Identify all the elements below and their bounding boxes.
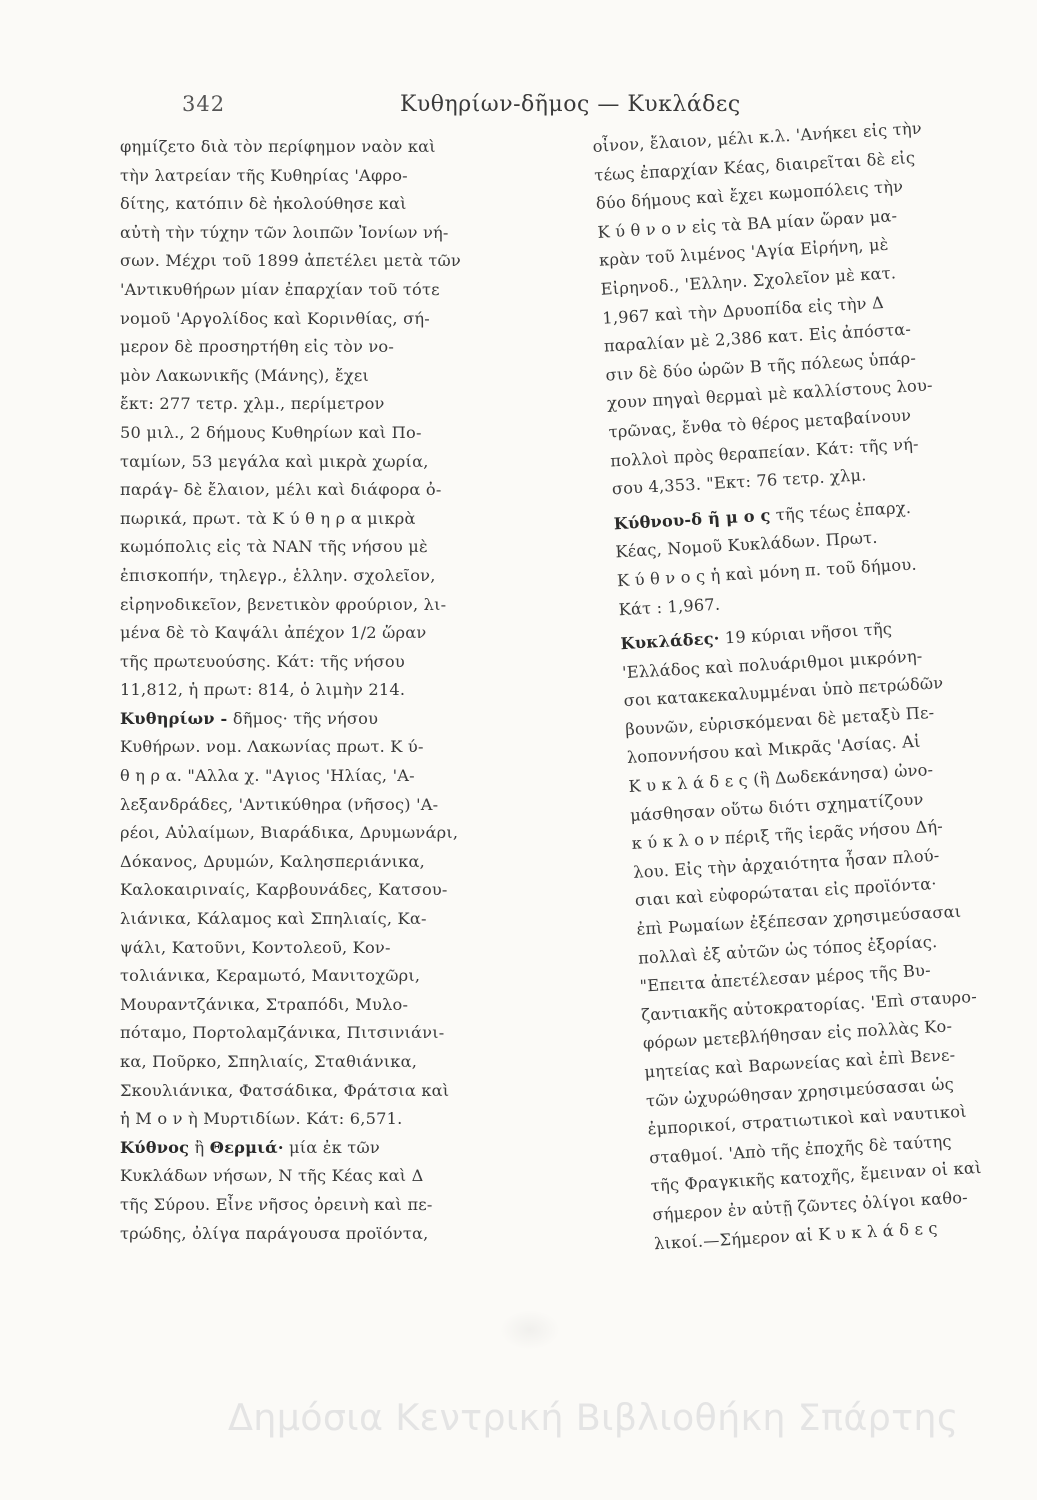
line-text: ταμίων, 53 μεγάλα καὶ μικρὰ χωρία, <box>120 451 429 471</box>
line-text: τὴν λατρείαν τῆς Κυθηρίας 'Αφρο- <box>120 165 408 185</box>
line-text: ζαντιακῆς αὐτοκρατορίας. 'Επὶ σταυρο- <box>640 986 978 1025</box>
line-text: τολιάνικα, Κεραμωτό, Μανιτοχῶρι, <box>120 966 421 986</box>
line-text: Κάτ : 1,967. <box>618 594 721 619</box>
line-text: ἐπὶ Ρωμαίων ἐξέπεσαν χρησιμεύσασαι <box>635 901 962 939</box>
text-line <box>120 305 590 334</box>
running-title: Κυθηρίων-δῆμος — Κυκλάδες <box>400 92 741 117</box>
line-text: 1,967 καὶ τὴν Δρυοπίδα εἰς τὴν Δ <box>601 292 885 328</box>
right-text-column <box>592 111 1037 1259</box>
text-line <box>120 619 590 648</box>
line-text: 11,812, ἡ πρωτ: 814, ὁ λιμὴν 214. <box>120 680 406 700</box>
line-text: τῶν ὠχυρώθησαν χρησιμεύσασαι ὡς <box>645 1073 955 1111</box>
line-text: ἔκτ: 277 τετρ. χλμ., περίμετρον <box>120 394 385 414</box>
line-text: ἐμπορικοί, στρατιωτικοὶ καὶ ναυτικοὶ <box>647 1101 968 1139</box>
line-text: Κυθήρων. νομ. Λακωνίας πρωτ. Κ ύ- <box>120 737 424 757</box>
line-text: δύο δήμους καὶ ἔχει κωμοπόλεις τὴν <box>595 176 904 214</box>
line-text: εἰρηνοδικεῖον, βενετικὸν φρούριον, λι- <box>120 594 447 614</box>
entry-heading: Κυκλάδες· <box>620 628 721 654</box>
line-text: κα, Ποῦρκο, Σπηλιαίς, Σταθιάνικα, <box>120 1052 418 1071</box>
line-text: τῆς Φραγκικῆς κατοχῆς, ἔμειναν οἱ καὶ <box>650 1158 983 1196</box>
line-text: ρέοι, Αὐλαίμων, Βιαράδικα, Δρυμωνάρι, <box>120 823 459 843</box>
text-line <box>120 1191 590 1220</box>
entry-heading: Θερμιά· <box>209 1137 284 1157</box>
text-line <box>120 247 590 276</box>
line-text: πολλοὶ πρὸς θεραπείαν. Κάτ: τῆς νή- <box>609 433 920 471</box>
text-line <box>120 934 590 963</box>
text-line <box>120 362 590 391</box>
text-line <box>120 1105 590 1134</box>
line-text: Κ ύ θ ν ο ν εἰς τὰ ΒΑ μίαν ὥραν μα- <box>597 205 898 242</box>
text-line <box>120 648 590 677</box>
text-line <box>120 705 590 734</box>
line-text: τῆς πρωτευούσης. Κάτ: τῆς νήσου <box>120 651 405 671</box>
text-line <box>120 448 590 477</box>
page-number: 342 <box>182 92 226 116</box>
text-line <box>120 1162 590 1191</box>
paper-smudge <box>500 1310 560 1350</box>
text-line <box>120 390 590 419</box>
line-text: λεξανδράδες, 'Αντικύθηρα (νῆσος) 'Α- <box>120 794 439 814</box>
line-text: κ ύ κ λ ο ν πέριξ τῆς ἱερᾶς νήσου Δή- <box>631 816 944 854</box>
line-text: πολλαὶ ἐξ αὐτῶν ὡς τόπος ἐξορίας. <box>637 931 938 968</box>
line-text: κρὰν τοῦ λιμένος 'Αγία Εἰρήνη, μὲ <box>598 235 890 271</box>
line-text: τρώδης, ὀλίγα παράγουσα προϊόντα, <box>120 1223 429 1243</box>
text-line <box>120 533 590 562</box>
text-line <box>120 991 590 1020</box>
line-text: τῆς Σύρου. Εἶνε νῆσος ὀρεινὴ καὶ πε- <box>120 1194 433 1214</box>
entry-heading: Κύθνος <box>120 1137 190 1157</box>
line-text: σων. Μέχρι τοῦ 1899 ἀπετέλει μετὰ τῶν <box>120 251 461 271</box>
line-text: φόρων μετεβλήθησαν εἰς πολλὰς Κο- <box>642 1016 953 1053</box>
text-line <box>120 476 590 505</box>
left-text-column <box>120 133 590 1248</box>
line-text: πόταμο, Πορτολαμζάνικα, Πιτσινιάνι- <box>120 1023 445 1043</box>
text-line <box>120 190 590 219</box>
line-text: Κυκλάδων νήσων, Ν τῆς Κέας καὶ Δ <box>120 1166 424 1186</box>
text-line <box>120 162 590 191</box>
line-text: μάσθησαν οὕτω διότι σχηματίζουν <box>629 789 925 825</box>
line-text: ἡ Μ ο ν ὴ Μυρτιδίων. Κάτ: 6,571. <box>120 1109 403 1129</box>
line-text: 50 μιλ., 2 δήμους Κυθηρίων καὶ Πο- <box>120 422 422 442</box>
line-text: Κ ύ θ ν ο ς ἡ καὶ μόνη π. τοῦ δήμου. <box>616 554 918 591</box>
line-text: Σκουλιάνικα, Φατσάδικα, Φράτσια καὶ <box>120 1080 450 1100</box>
line-text: μερον δὲ προσηρτήθη εἰς τὸν νο- <box>120 337 395 357</box>
line-text: φημίζετο διὰ τὸν περίφημον ναὸν καὶ <box>120 137 436 156</box>
text-line <box>120 562 590 591</box>
line-text: δίτης, κατόπιν δὲ ἠκολούθησε καὶ <box>120 194 407 214</box>
text-line <box>120 1048 590 1077</box>
text-line <box>120 733 590 762</box>
line-text: νομοῦ 'Αργολίδος καὶ Κορινθίας, σή- <box>120 308 430 328</box>
line-text: λοποννήσου καὶ Μικρᾶς 'Ασίας. Αἱ <box>626 732 922 768</box>
line-text: σήμερον ἐν αὐτῇ ζῶντες ὀλίγοι καθο- <box>651 1187 969 1225</box>
line-text: ψάλι, Κατοῦνι, Κοντολεοῦ, Κον- <box>120 937 391 957</box>
line-text: πωρικά, πρωτ. τὰ Κ ύ θ η ρ α μικρὰ <box>120 508 416 528</box>
line-text: τρῶνας, ἔνθα τὸ θέρος μεταβαίνουν <box>608 405 912 442</box>
line-text: Εἰρηνοδ., 'Ελλην. Σχολεῖον μὲ κατ. <box>600 263 897 299</box>
text-line <box>120 819 590 848</box>
text-line <box>120 419 590 448</box>
line-text: θ η ρ α. "Αλλα χ. "Αγιος 'Ηλίας, 'Α- <box>120 766 415 786</box>
entry-heading: Κυθηρίων - <box>120 708 228 728</box>
line-text: δῆμος· τῆς νήσου <box>227 708 379 728</box>
line-text: παράγ- δὲ ἔλαιον, μέλι καὶ διάφορα ὀ- <box>120 480 442 500</box>
line-text: οἶνον, ἔλαιον, μέλι κ.λ. 'Ανήκει εἰς τὴν <box>592 118 923 156</box>
line-text: Μουραντζάνικα, Στραπόδι, Μυλο- <box>120 994 409 1014</box>
entry-heading: Κύθνου-δ ῆ μ ο ς <box>613 505 772 534</box>
line-text: λιάνικα, Κάλαμος καὶ Σπηλιαίς, Κα- <box>120 909 427 929</box>
line-text: κωμόπολις εἰς τὰ ΝΑΝ τῆς νήσου μὲ <box>120 537 428 557</box>
text-line <box>120 791 590 820</box>
line-text: Δόκανος, Δρυμών, Καλησπεριάνικα, <box>120 851 425 871</box>
line-text: βουνῶν, εὑρισκόμεναι δὲ μεταξὺ Πε- <box>624 702 935 739</box>
line-text: 19 κύριαι νῆσοι τῆς <box>719 619 893 648</box>
text-line <box>120 962 590 991</box>
page-header <box>182 92 792 126</box>
text-line <box>120 905 590 934</box>
line-text: σταθμοί. 'Απὸ τῆς ἐποχῆς δὲ ταύτης <box>648 1131 953 1168</box>
line-text: μία ἐκ τῶν <box>283 1137 380 1157</box>
line-text: σοι κατακεκαλυμμέναι ὑπὸ πετρώδῶν <box>623 673 944 711</box>
text-line <box>120 505 590 534</box>
line-text: ἐπισκοπήν, τηλεγρ., ἑλλην. σχολεῖον, <box>120 565 436 585</box>
line-text: μητείας καὶ Βαρωνείας καὶ ἐπὶ Βενε- <box>643 1045 956 1082</box>
line-text: αὐτὴ τὴν τύχην τῶν λοιπῶν Ἰονίων νή- <box>120 222 449 242</box>
line-text: τέως ἐπαρχίαν Κέας, διαιρεῖται δὲ εἰς <box>593 147 916 185</box>
text-line <box>120 333 590 362</box>
line-text: 'Ελλάδος καὶ πολυάριθμοι μικρόνη- <box>621 646 923 682</box>
text-line <box>120 1019 590 1048</box>
text-line <box>120 276 590 305</box>
line-text: λικοί.—Σήμερον αἱ Κ υ κ λ ά δ ε ς <box>653 1217 939 1253</box>
line-text: σιν δὲ δύο ὡρῶν Β τῆς πόλεως ὑπάρ- <box>604 348 917 385</box>
text-line <box>120 133 590 162</box>
line-text: μὸν Λακωνικῆς (Μάνης), ἔχει <box>120 365 370 385</box>
line-text: "Επειτα ἀπετέλεσαν μέρος τῆς Βυ- <box>639 960 932 996</box>
line-text: Καλοκαιριναίς, Καρβουνάδες, Κατσου- <box>120 880 448 900</box>
line-text: χουν πηγαὶ θερμαὶ μὲ καλλίστους λου- <box>606 375 934 413</box>
line-text: λου. Εἰς τὴν ἀρχαιότητα ἦσαν πλού- <box>632 845 940 882</box>
text-line <box>120 676 590 705</box>
line-text: 'Αντικυθήρων μίαν ἐπαρχίαν τοῦ τότε <box>120 279 440 299</box>
line-text: σιαι καὶ εὐφορώταται εἰς προϊόντα· <box>634 874 938 911</box>
line-text: Κέας, Νομοῦ Κυκλάδων. Πρωτ. <box>614 528 879 562</box>
text-line <box>120 591 590 620</box>
line-text: μένα δὲ τὸ Καψάλι ἀπέχον 1/2 ὥραν <box>120 623 427 643</box>
text-line <box>120 1134 590 1163</box>
line-text: ἢ <box>189 1137 210 1157</box>
text-line <box>120 1220 590 1249</box>
text-line <box>120 219 590 248</box>
text-line <box>120 848 590 877</box>
text-line <box>120 876 590 905</box>
library-watermark: Δημόσια Κεντρική Βιβλιοθήκη Σπάρτης <box>228 1396 959 1439</box>
line-text: σου 4,353. "Εκτ: 76 τετρ. χλμ. <box>611 465 867 499</box>
text-line <box>120 762 590 791</box>
line-text: παραλίαν μὲ 2,386 κατ. Εἰς ἀπόστα- <box>603 319 912 356</box>
line-text: τῆς τέως ἐπαρχ. <box>769 497 912 525</box>
text-line <box>120 1077 590 1106</box>
line-text: Κ υ κ λ ά δ ε ς (ἢ Δωδεκάνησα) ὠνο- <box>628 760 934 797</box>
